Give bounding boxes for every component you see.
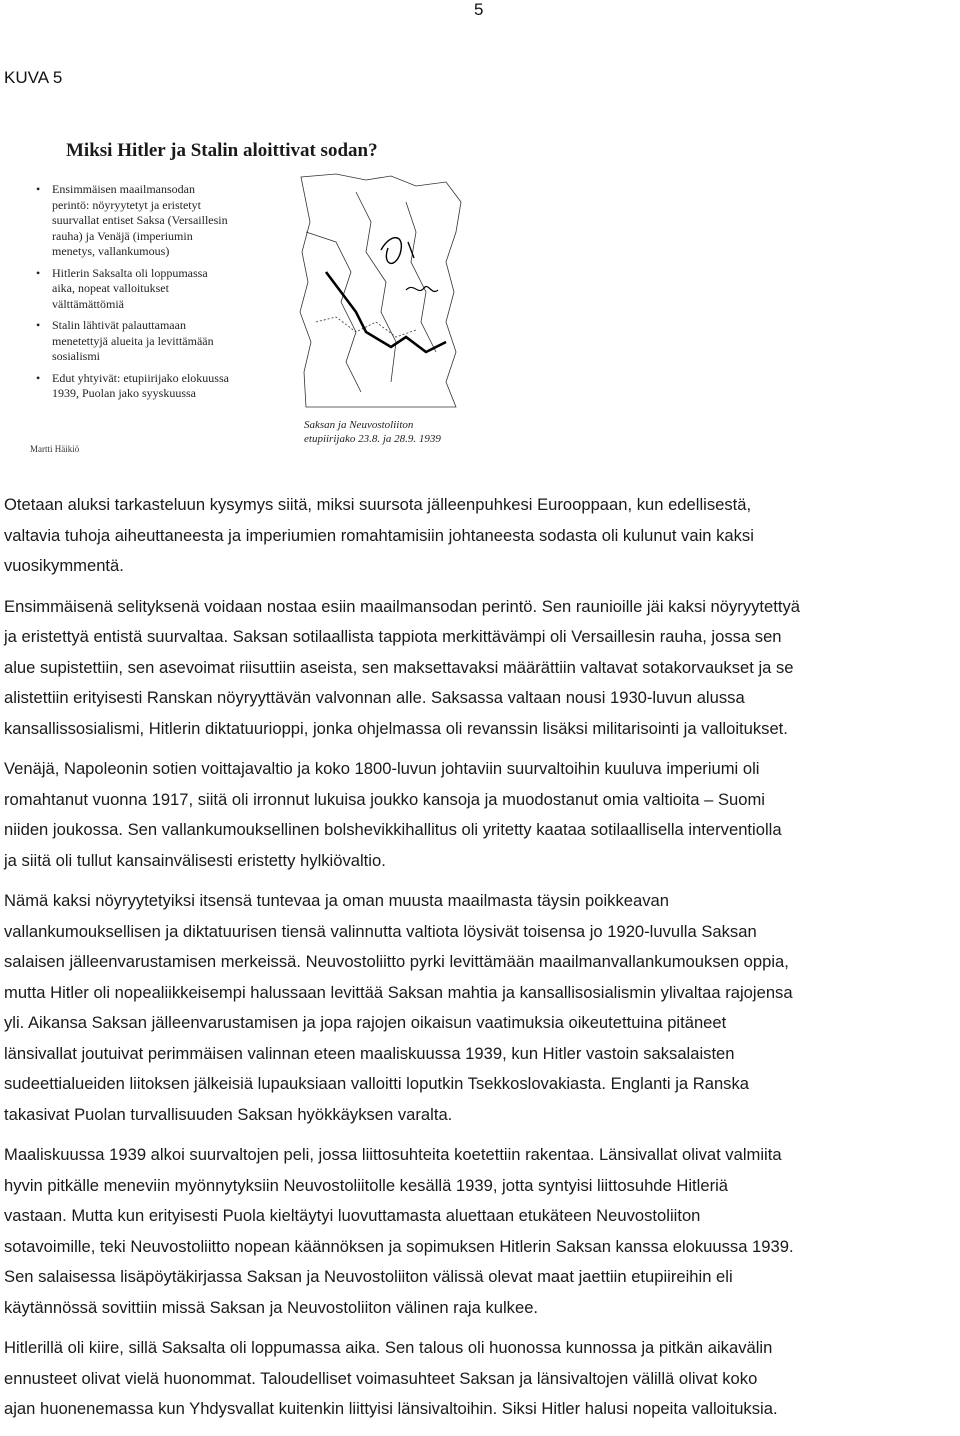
paragraph-line: romahtanut vuonna 1917, siitä oli irronnut lukuisa joukko kansoja ja muodostanut omia valtioita – Suomi [4,789,765,809]
map-border-west [306,232,361,392]
map-illustration [296,172,466,412]
figure-bullet [34,182,274,260]
paragraph-line: sudeettialueiden liitoksen jälkeisiä lupauksiaan valloitti loputkin Tsekkoslovakiasta. Englanti ja Ranska [4,1074,750,1093]
figure-bullet-line: suurvallat entiset Saksa (Versaillesin [52,213,228,227]
paragraph-line: alistettiin erityisesti Ranskan nöyryyttävän valvonnan alle. Saksassa valtaan nousi 1930-luvun alussa [4,688,745,707]
paragraph-line: ja siitä oli tullut kansainvälisesti eristetty hylkiövaltio. [4,850,386,870]
figure-bullet [34,318,274,365]
paragraph-line: Hitlerillä oli kiire, sillä Saksalta oli loppumassa aika. Sen talous oli huonossa kunnossa ja pitkän aikavälin [4,1338,773,1357]
bullet-dot-icon: • [36,370,41,385]
paragraph-line: vastaan. Mutta kun erityisesti Puola kieltäytyi luovuttamasta aluettaan etukäteen Neuvostoliiton [4,1206,701,1225]
paragraph-line: valtavia tuhoja aiheuttaneesta ja imperiumien romahtamisiin johtaneesta sodasta oli kulunut vain kaksi [4,525,754,545]
map-handwritten-mark [381,238,414,264]
paragraph-line: sotavoimille, teki Neuvostoliitto nopean käännöksen ja sopimuksen Hitlerin Saksan kanssa elokuussa 1939. [4,1236,794,1256]
paragraph [4,754,958,876]
paragraph [4,592,958,745]
paragraph-line: hyvin pitkälle meneviin myönnytyksiin Neuvostoliitolle kesällä 1939, jotta syntyisi liittosuhde Hitleriä [4,1175,729,1195]
body-text [4,490,958,1435]
paragraph-line: ja eristettyä entistä suurvaltaa. Saksan sotilaallista tappiota merkittävämpi oli Versaillesin rauha, jossa sen [4,627,782,646]
map-river [316,317,416,337]
figure-bullet-line: rauha) ja Venäjä (imperiumin [52,228,193,243]
paragraph-line: mutta Hitler oli nopealiikkeisempi halussaan levittää Saksan mahtia ja kansallisosialismin ylivaltaa rajojensa [4,982,793,1002]
figure-bullet-line: menetettyjä alueita ja levittämään [52,333,214,348]
figure-bullet-list [34,182,274,408]
bullet-dot-icon: • [36,318,41,332]
figure-bullet-line: 1939, Puolan jako syyskuussa [52,386,196,400]
figure-bullet-line: sosialismi [52,349,101,363]
paragraph-line: salaisen jälleenvarustamisen merkeissä. Neuvostoliitto pyrki levittämään maailmanvallankumouksen oppia, [4,952,789,971]
paragraph-line: niiden joukossa. Sen vallankumouksellinen bolshevikkihallitus oli yritetty kaataa sotilaallisella interventiolla [4,820,782,839]
figure-bullet-line: Edut yhtyivät: etupiirijako elokuussa [52,370,229,385]
paragraph [4,1333,958,1425]
map-caption [304,418,441,446]
paragraph-line: ennusteet olivat vielä huonommat. Taloudelliset voimasuhteet Saksan ja länsivaltojen välillä olivat koko [4,1368,758,1388]
paragraph-line: Maaliskuussa 1939 alkoi suurvaltojen peli, jossa liittosuhteita koetettiin rakentaa. Länsivallat olivat valmiita [4,1145,782,1164]
figure-slide [28,132,468,462]
figure-bullet [34,371,274,402]
paragraph-line: takasivat Puolan turvallisuuden Saksan hyökkäyksen varalta. [4,1104,453,1124]
bullet-dot-icon: • [36,182,41,196]
page-number: 5 [474,0,484,19]
figure-bullet-line: menetys, vallankumous) [52,244,170,258]
map-caption-line: Saksan ja Neuvostoliiton [304,419,414,431]
paragraph-line: kansallissosialismi, Hitlerin diktatuurioppi, jonka ohjelmassa oli revanssin lisäksi militarisointi ja valloitukset. [4,718,788,738]
map-caption-line: etupiirijako 23.8. ja 28.9. 1939 [304,433,441,445]
paragraph [4,886,958,1130]
paragraph-line: Otetaan aluksi tarkasteluun kysymys siitä, miksi suursota jälleenpuhkesi Eurooppaan, kun edellisestä, [4,495,752,514]
figure-bullet-line: aika, nopeat valloitukset [52,281,169,295]
paragraph-line: alue supistettiin, sen asevoimat riisuttiin aseista, sen maksettavaksi määrättiin valtavat sotakorvaukset ja se [4,657,794,677]
figure-bullet-line: välttämättömiä [52,296,124,311]
map-border-mid [356,192,396,382]
paragraph-line: Sen salaisessa lisäpöytäkirjassa Saksan ja Neuvostoliiton välissä olevat maat jaettiin etupiireihin eli [4,1267,733,1286]
paragraph-line: käytännössä sovittiin missä Saksan ja Neuvostoliiton välinen raja kulkee. [4,1297,539,1317]
figure-bullet-line: perintö: nöyryytetyt ja eristetyt [52,197,201,212]
figure-bullet-line: Hitlerin Saksalta oli loppumassa [52,265,208,280]
figure-label: KUVA 5 [4,68,63,87]
paragraph-line: Venäjä, Napoleonin sotien voittajavaltio ja koko 1800-luvun johtaviin suurvaltoihin kuuluva imperiumi oli [4,759,760,778]
paragraph-line: länsivallat joutuivat perimmäisen valinnan eteen maaliskuussa 1939, kun Hitler vastoin saksalaisten [4,1043,735,1063]
paragraph [4,490,958,582]
paragraph-line: vallankumouksellisen ja diktatuurisen tiensä valinnutta valtiota löysivät toisensa jo 1920-luvulla Saksan [4,921,757,941]
bullet-dot-icon: • [36,265,41,280]
paragraph-line: vuosikymmentä. [4,556,124,575]
map-border-east [406,202,436,352]
figure-title: Miksi Hitler ja Stalin aloittivat sodan? [66,140,378,161]
paragraph-line: Nämä kaksi nöyryytetyiksi itsensä tuntevaa ja oman muusta maailmasta täysin poikkeavan [4,891,669,910]
map-signature-mark [406,286,438,291]
figure-bullet [34,266,274,313]
paragraph-line: yli. Aikansa Saksan jälleenvarustamisen ja jopa rajojen oikaisun vaatimuksia oikeutettuina pitäneet [4,1013,727,1032]
paragraph [4,1140,958,1323]
figure-bullet-line: Ensimmäisen maailmansodan [52,182,195,196]
figure-author: Martti Häikiö [30,444,80,454]
paragraph-line: Ensimmäisenä selityksenä voidaan nostaa esiin maailmansodan perintö. Sen raunioille jäi kaksi nöyryytettyä [4,596,800,616]
paragraph-line: ajan huonenemassa kun Yhdysvallat kuitenkin liittyisi länsivaltoihin. Siksi Hitler halusi nopeita valloituksia. [4,1399,778,1418]
figure-bullet-line: Stalin lähtivät palauttamaan [52,318,186,332]
